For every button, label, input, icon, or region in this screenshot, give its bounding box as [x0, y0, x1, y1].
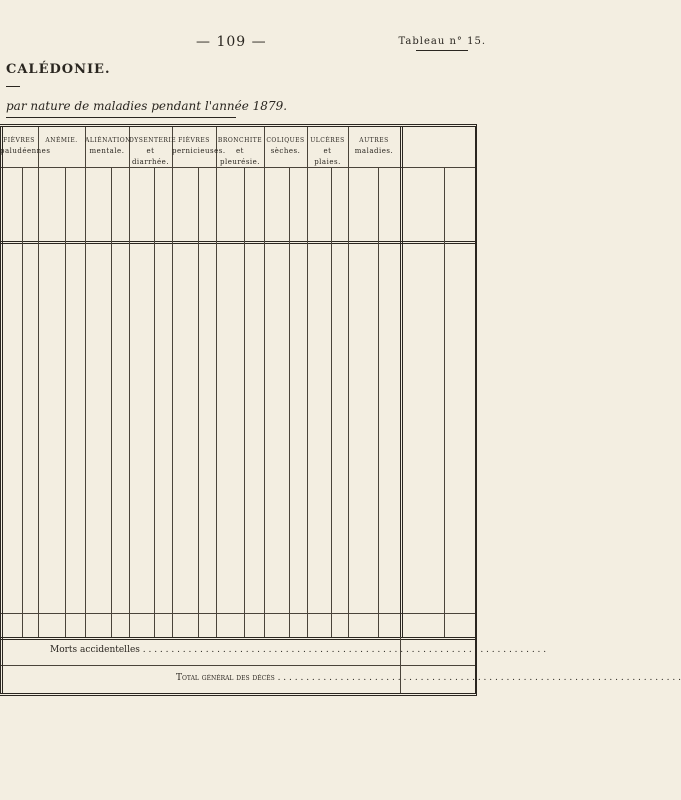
footer-mid-rule — [0, 665, 475, 666]
header-bottom-rule — [0, 241, 475, 244]
column-divider — [0, 127, 3, 693]
column-header — [348, 135, 400, 157]
general-label-text: Total général des décès — [176, 673, 275, 683]
column-header-line: ANÉMIE. — [45, 137, 78, 144]
subcolumn-divider — [244, 167, 245, 637]
column-header-line: paludéennes — [0, 147, 51, 155]
table-reference: Tableau n° 15. — [398, 36, 486, 47]
column-header — [264, 135, 307, 157]
column-header — [172, 135, 226, 157]
accidental-label-text: Morts accidentelles — [50, 645, 140, 655]
column-header-line: pernicieuses. — [172, 147, 226, 155]
column-divider — [129, 127, 130, 637]
column-header-line: COLIQUES — [266, 137, 305, 144]
column-header-line: pleurésie. — [219, 158, 261, 166]
subcolumn-divider — [444, 167, 445, 637]
region-rule — [6, 86, 20, 87]
subcolumn-divider — [289, 167, 290, 637]
column-divider — [38, 127, 39, 637]
table-reference-rule — [416, 50, 468, 51]
general-total-label: Total général des décès . . . . . . . . . . . . . . . . . . . . . . . . . . . . . . . . . . . . . . . . . . . . . . . . . . . . . . . . . . . . . . . . . . . . . . . — [176, 673, 681, 683]
column-header — [0, 135, 51, 157]
column-header — [307, 135, 348, 168]
column-header-line: ULCÈRES — [310, 137, 345, 144]
column-header-line: et — [236, 147, 244, 155]
totals-top-rule — [0, 613, 475, 614]
page-number: — 109 — — [196, 34, 267, 50]
subcolumn-divider — [378, 167, 379, 637]
subcolumn-divider — [65, 167, 66, 637]
column-header — [85, 135, 129, 157]
column-divider — [400, 127, 403, 637]
column-header-line: AUTRES — [359, 137, 389, 144]
column-divider — [264, 127, 265, 637]
column-divider — [307, 127, 308, 637]
column-divider — [216, 127, 217, 637]
column-header — [129, 135, 177, 168]
column-header-line: diarrhée. — [131, 158, 170, 166]
subtitle-rule — [6, 117, 236, 118]
statistics-table — [0, 124, 681, 696]
column-header-line: mentale. — [89, 147, 125, 155]
region-title: CALÉDONIE. — [6, 62, 111, 77]
subcolumn-divider — [331, 167, 332, 637]
column-header — [216, 135, 264, 168]
column-divider — [348, 127, 349, 637]
column-header-line: FIÈVRES — [3, 137, 35, 144]
column-header — [38, 135, 85, 146]
subcolumn-divider — [154, 167, 155, 637]
totals-bottom-rule — [0, 637, 475, 640]
column-divider — [172, 127, 173, 637]
column-divider — [85, 127, 86, 637]
column-header-line: maladies. — [354, 147, 394, 155]
column-header-line: et — [146, 147, 155, 155]
accidental-deaths-label: Morts accidentelles . . . . . . . . . . . . . . . . . . . . . . . . . . . . . . . . . . . . . . . . . . . . . . . . . . . . . . . . . . . . . . . . . . . . . . . — [50, 645, 547, 655]
subcolumn-divider — [198, 167, 199, 637]
table-subtitle: par nature de maladies pendant l'année 1879. — [6, 99, 288, 113]
column-header-line: FIÈVRES — [178, 137, 210, 144]
column-header-line: ALIÉNATION — [85, 137, 131, 144]
column-header-line: plaies. — [314, 158, 341, 166]
subcolumn-divider — [111, 167, 112, 637]
column-header-line: et — [323, 147, 332, 155]
column-header-line: BRONCHITE — [217, 137, 263, 144]
column-header-line: DYSENTERIE — [129, 137, 177, 144]
subcolumn-divider — [22, 167, 23, 637]
column-header-line: sèches. — [270, 147, 301, 155]
